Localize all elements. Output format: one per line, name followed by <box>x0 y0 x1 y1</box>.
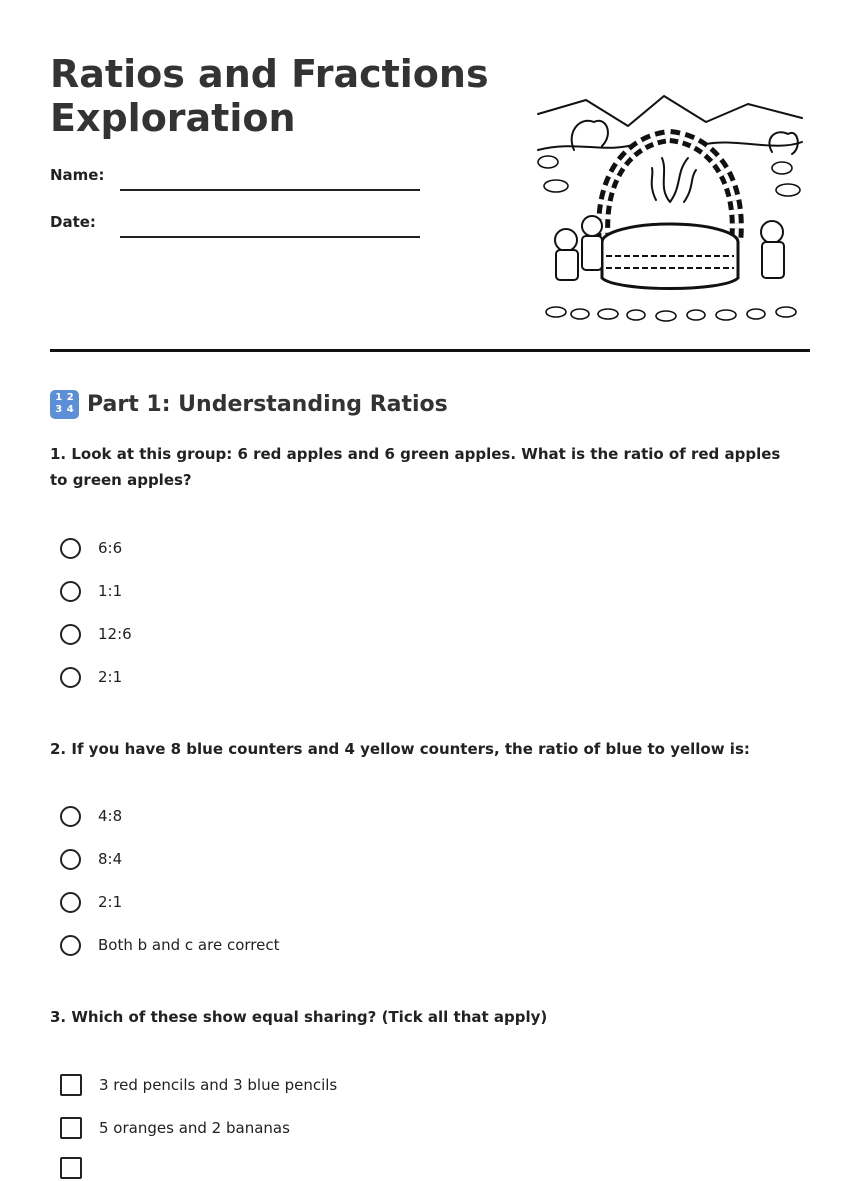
question-3-option-a[interactable] <box>60 1072 337 1098</box>
radio-button[interactable] <box>60 849 81 870</box>
question-2-option-b[interactable] <box>60 846 122 872</box>
option-label: 3 red pencils and 3 blue pencils <box>99 1076 338 1094</box>
radio-button[interactable] <box>60 581 81 602</box>
option-label: 12:6 <box>98 625 132 643</box>
radio-button[interactable] <box>60 806 81 827</box>
checkbox[interactable] <box>60 1074 82 1096</box>
question-1: 1. Look at this group: 6 red apples and 6 green apples. What is the ratio of red apples to green apples? <box>50 445 781 489</box>
name-field[interactable] <box>50 166 420 196</box>
name-line[interactable] <box>120 189 420 191</box>
question-3-option-c[interactable] <box>60 1155 82 1181</box>
name-label: Name: <box>50 166 105 184</box>
section-1-heading <box>50 388 448 420</box>
option-label: 8:4 <box>98 850 123 868</box>
question-2: 2. If you have 8 blue counters and 4 yellow counters, the ratio of blue to yellow is: <box>50 740 750 758</box>
date-field[interactable] <box>50 213 420 243</box>
section-1-title: Part 1: Understanding Ratios <box>87 391 448 417</box>
checkbox[interactable] <box>60 1157 82 1179</box>
numbers-keycap-icon: 1 2 3 4 <box>50 390 79 419</box>
question-1-option-c[interactable] <box>60 621 132 647</box>
radio-button[interactable] <box>60 667 81 688</box>
fire-pit-illustration <box>536 92 804 326</box>
option-label: 4:8 <box>98 807 123 825</box>
radio-button[interactable] <box>60 538 81 559</box>
worksheet-title: Ratios and Fractions Exploration <box>50 52 489 140</box>
radio-button[interactable] <box>60 624 81 645</box>
question-1-option-d[interactable] <box>60 664 122 690</box>
question-2-option-c[interactable] <box>60 889 122 915</box>
question-1-option-b[interactable] <box>60 578 122 604</box>
option-label: 6:6 <box>98 539 123 557</box>
checkbox[interactable] <box>60 1117 82 1139</box>
question-3-option-b[interactable] <box>60 1115 290 1141</box>
option-label: 5 oranges and 2 bananas <box>99 1119 290 1137</box>
question-3: 3. Which of these show equal sharing? (Tick all that apply) <box>50 1008 548 1026</box>
option-label: 2:1 <box>98 893 123 911</box>
date-line[interactable] <box>120 236 420 238</box>
option-label: 2:1 <box>98 668 123 686</box>
radio-button[interactable] <box>60 935 81 956</box>
radio-button[interactable] <box>60 892 81 913</box>
option-label: 1:1 <box>98 582 123 600</box>
question-2-option-a[interactable] <box>60 803 122 829</box>
question-2-option-d[interactable] <box>60 932 279 958</box>
date-label: Date: <box>50 213 96 231</box>
header-divider <box>50 349 810 352</box>
option-label: Both b and c are correct <box>98 936 280 954</box>
question-1-option-a[interactable] <box>60 535 122 561</box>
